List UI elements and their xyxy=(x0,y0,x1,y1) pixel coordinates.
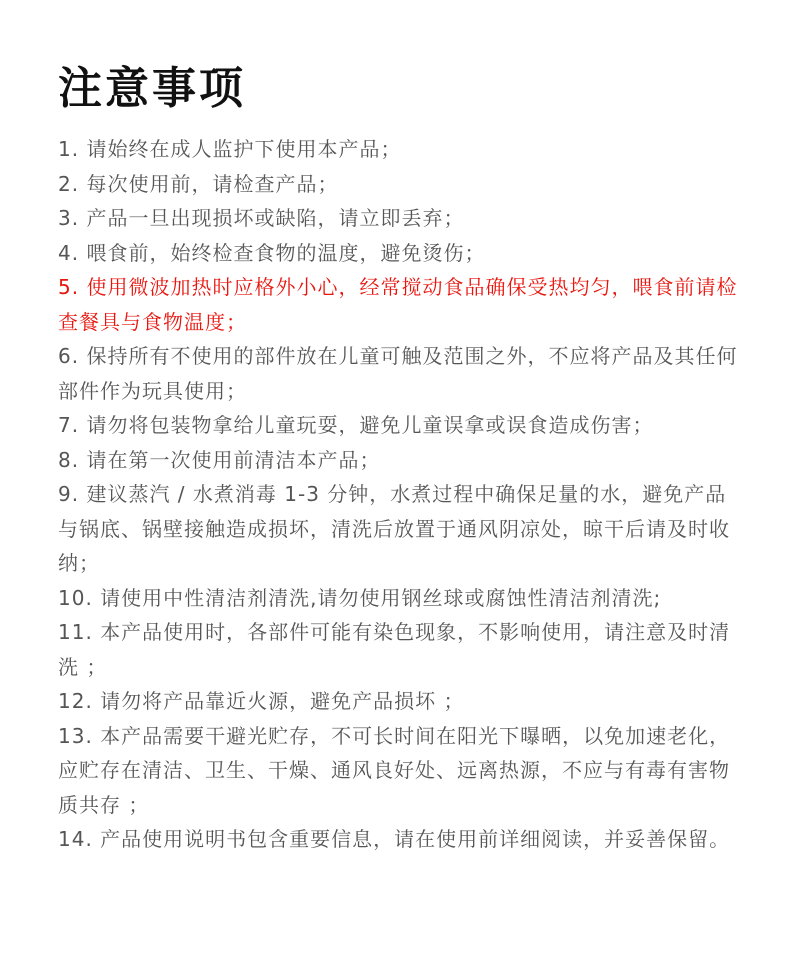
notice-item-7: 7. 请勿将包装物拿给儿童玩耍，避免儿童误拿或误食造成伤害； xyxy=(58,413,654,437)
notice-item-14: 14. 产品使用说明书包含重要信息，请在使用前详细阅读，并妥善保留。 xyxy=(58,827,731,851)
notice-item-3: 3. 产品一旦出现损坏或缺陷，请立即丢弃； xyxy=(58,206,465,230)
notice-item-9: 9. 建议蒸汽 / 水煮消毒 1-3 分钟，水煮过程中确保足量的水，避免产品与锅底、锅壁接触造成损坏，清洗后放置于通风阴凉处，晾干后请及时收纳； xyxy=(58,482,730,575)
notice-item-6: 6. 保持所有不使用的部件放在儿童可触及范围之外，不应将产品及其任何部件作为玩具使用； xyxy=(58,344,738,403)
page-title: 注意事项 xyxy=(58,63,246,114)
notice-item-10: 10. 请使用中性清洁剂清洗,请勿使用钢丝球或腐蚀性清洁剂清洗; xyxy=(58,585,662,610)
notice-item-1: 1. 请始终在成人监护下使用本产品； xyxy=(58,137,402,161)
notice-item-8: 8. 请在第一次使用前清洁本产品； xyxy=(58,447,381,472)
notice-item-12: 12. 请勿将产品靠近火源，避免产品损坏 ； xyxy=(58,689,465,713)
notice-item-2: 2. 每次使用前，请检查产品； xyxy=(58,171,339,196)
notice-list xyxy=(58,132,744,857)
notice-item-4: 4. 喂食前，始终检查食物的温度，避免烫伤； xyxy=(58,240,486,265)
notice-item-11: 11. 本产品使用时，各部件可能有染色现象，不影响使用，请注意及时清洗 ； xyxy=(58,620,731,679)
notice-item-5: 5. 使用微波加热时应格外小心，经常搅动食品确保受热均匀，喂食前请检查餐具与食物温度； xyxy=(58,275,738,334)
notice-item-13: 13. 本产品需要干避光贮存，不可长时间在阳光下曝晒，以免加速老化，应贮存在清洁、卫生、干燥、通风良好处、远离热源，不应与有毒有害物质共存 ； xyxy=(58,723,731,817)
